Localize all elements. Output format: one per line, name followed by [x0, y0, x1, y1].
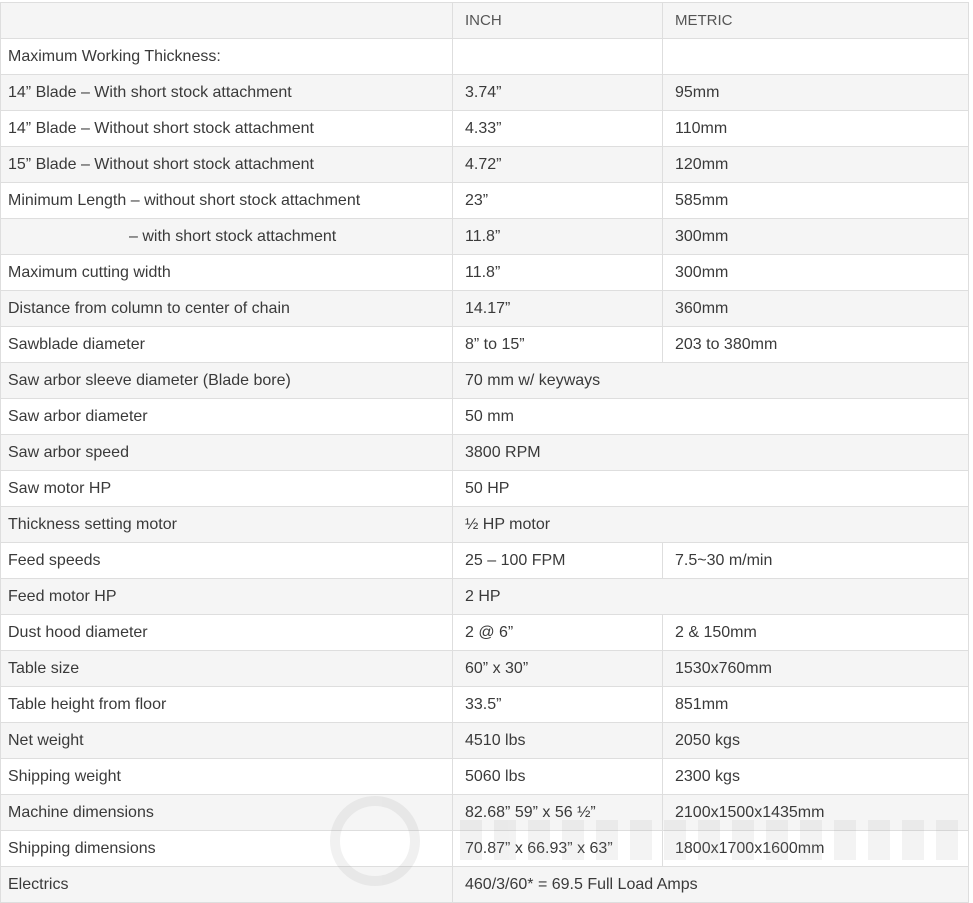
spec-metric-value: 203 to 380mm [663, 327, 969, 363]
spec-metric-value: 360mm [663, 291, 969, 327]
table-row [1, 795, 969, 831]
spec-label: Saw arbor speed [1, 435, 453, 471]
spec-label: 14” Blade – With short stock attachment [1, 75, 453, 111]
spec-label: Saw arbor diameter [1, 399, 453, 435]
table-row [1, 399, 969, 435]
spec-metric-value: 7.5~30 m/min [663, 543, 969, 579]
spec-label: Table height from floor [1, 687, 453, 723]
spec-label: Saw motor HP [1, 471, 453, 507]
table-row [1, 363, 969, 399]
spec-inch-value: 5060 lbs [453, 759, 663, 795]
table-row [1, 39, 969, 75]
header-label [1, 3, 453, 39]
table-row [1, 723, 969, 759]
spec-inch-value: 2 @ 6” [453, 615, 663, 651]
table-row [1, 219, 969, 255]
spec-metric-value: 95mm [663, 75, 969, 111]
spec-inch-value: 4.33” [453, 111, 663, 147]
table-row [1, 687, 969, 723]
spec-label: Sawblade diameter [1, 327, 453, 363]
spec-inch-value: 23” [453, 183, 663, 219]
table-row [1, 759, 969, 795]
spec-inch-value: 3.74” [453, 75, 663, 111]
spec-label: Machine dimensions [1, 795, 453, 831]
spec-metric-value: 2050 kgs [663, 723, 969, 759]
spec-label: Table size [1, 651, 453, 687]
table-row [1, 579, 969, 615]
spec-value: 3800 RPM [453, 435, 969, 471]
table-row [1, 147, 969, 183]
spec-label: Distance from column to center of chain [1, 291, 453, 327]
spec-label: Maximum cutting width [1, 255, 453, 291]
table-row [1, 471, 969, 507]
table-row [1, 183, 969, 219]
spec-metric-value: 300mm [663, 255, 969, 291]
table-row [1, 831, 969, 867]
spec-inch-value: 11.8” [453, 255, 663, 291]
spec-label: Shipping weight [1, 759, 453, 795]
spec-label: Feed motor HP [1, 579, 453, 615]
spec-label: Thickness setting motor [1, 507, 453, 543]
spec-metric-value: 120mm [663, 147, 969, 183]
table-row [1, 111, 969, 147]
spec-metric-value: 110mm [663, 111, 969, 147]
spec-label: Saw arbor sleeve diameter (Blade bore) [1, 363, 453, 399]
spec-inch-value: 4510 lbs [453, 723, 663, 759]
table-row [1, 435, 969, 471]
spec-value: 460/3/60* = 69.5 Full Load Amps [453, 867, 969, 903]
table-row [1, 615, 969, 651]
table-header-row [1, 3, 969, 39]
spec-metric-value: 300mm [663, 219, 969, 255]
spec-metric-value: 2100x1500x1435mm [663, 795, 969, 831]
spec-inch-value [453, 39, 663, 75]
spec-metric-value [663, 39, 969, 75]
spec-value: 2 HP [453, 579, 969, 615]
spec-label: – with short stock attachment [1, 219, 453, 255]
spec-inch-value: 11.8” [453, 219, 663, 255]
spec-label: Dust hood diameter [1, 615, 453, 651]
spec-inch-value: 33.5” [453, 687, 663, 723]
spec-metric-value: 2300 kgs [663, 759, 969, 795]
spec-label: 14” Blade – Without short stock attachment [1, 111, 453, 147]
spec-label: Feed speeds [1, 543, 453, 579]
spec-label: Maximum Working Thickness: [1, 39, 453, 75]
header-metric: METRIC [663, 3, 969, 39]
table-row [1, 507, 969, 543]
spec-metric-value: 2 & 150mm [663, 615, 969, 651]
table-row [1, 867, 969, 903]
spec-value: 50 HP [453, 471, 969, 507]
spec-label: Net weight [1, 723, 453, 759]
spec-value: 50 mm [453, 399, 969, 435]
spec-inch-value: 82.68” 59” x 56 ½” [453, 795, 663, 831]
table-row [1, 255, 969, 291]
spec-metric-value: 851mm [663, 687, 969, 723]
spec-inch-value: 25 – 100 FPM [453, 543, 663, 579]
spec-value: ½ HP motor [453, 507, 969, 543]
table-row [1, 543, 969, 579]
table-row [1, 291, 969, 327]
table-row [1, 75, 969, 111]
spec-label: 15” Blade – Without short stock attachment [1, 147, 453, 183]
spec-value: 70 mm w/ keyways [453, 363, 969, 399]
spec-metric-value: 1800x1700x1600mm [663, 831, 969, 867]
spec-inch-value: 70.87” x 66.93” x 63” [453, 831, 663, 867]
spec-inch-value: 8” to 15” [453, 327, 663, 363]
spec-label: Minimum Length – without short stock attachment [1, 183, 453, 219]
spec-inch-value: 60” x 30” [453, 651, 663, 687]
spec-label: Electrics [1, 867, 453, 903]
spec-label: Shipping dimensions [1, 831, 453, 867]
spec-inch-value: 14.17” [453, 291, 663, 327]
table-row [1, 327, 969, 363]
spec-inch-value: 4.72” [453, 147, 663, 183]
spec-metric-value: 1530x760mm [663, 651, 969, 687]
specifications-table [0, 2, 969, 903]
spec-metric-value: 585mm [663, 183, 969, 219]
header-inch: INCH [453, 3, 663, 39]
table-row [1, 651, 969, 687]
